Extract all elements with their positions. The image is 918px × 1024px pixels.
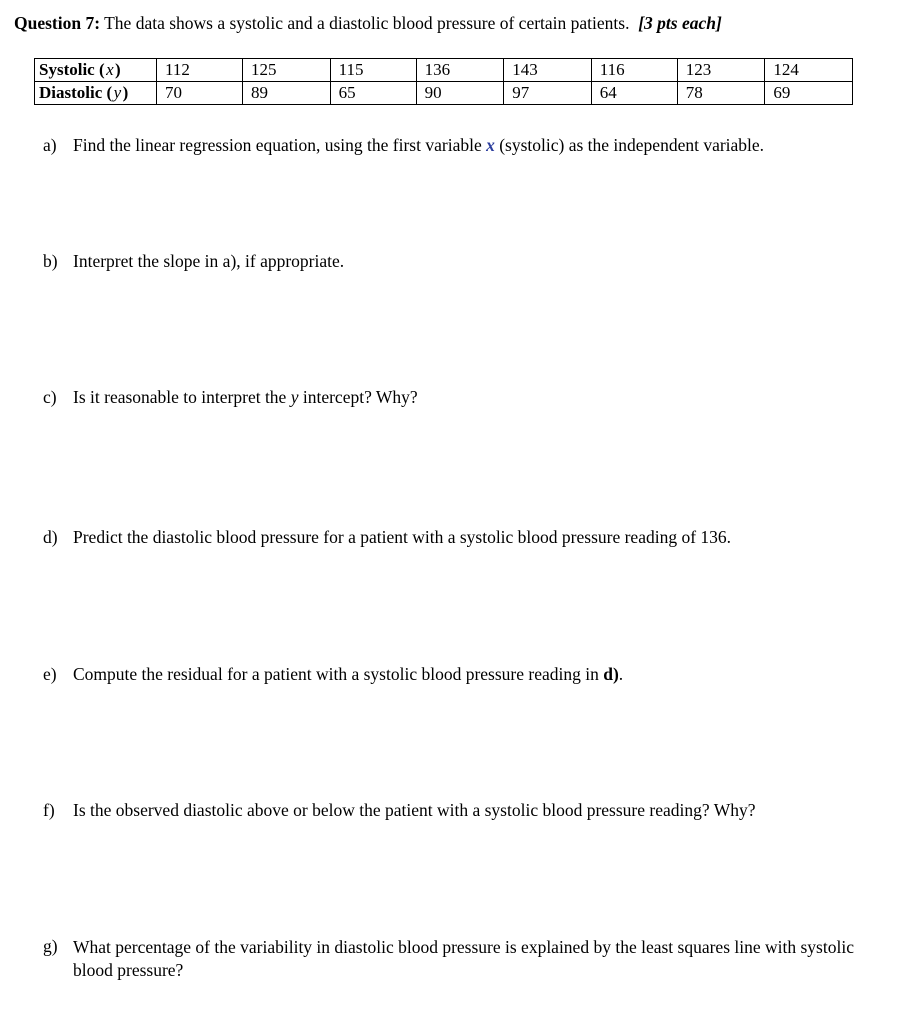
question-label: d) <box>43 527 58 547</box>
table-cell: 64 <box>591 82 677 105</box>
blood-pressure-table <box>34 58 853 105</box>
question-label: f) <box>43 800 55 820</box>
question-text: Compute the residual for a patient with a systolic blood pressure reading in d). <box>73 664 624 684</box>
table-cell: 124 <box>765 59 853 82</box>
table-cell: 90 <box>416 82 504 105</box>
question-c <box>43 387 418 408</box>
table-row-diastolic <box>35 82 853 105</box>
question-f <box>43 800 755 821</box>
question-text: Predict the diastolic blood pressure for a patient with a systolic blood pressure reading of 136. <box>73 527 732 547</box>
table-cell: 123 <box>677 59 765 82</box>
question-header <box>14 13 722 34</box>
question-text: Find the linear regression equation, using the first variable x (systolic) as the independent variable. <box>73 135 765 155</box>
question-text: Is the observed diastolic above or below the patient with a systolic blood pressure reading? Why? <box>73 800 756 820</box>
row-header-systolic: Systolic ( x ) <box>35 59 157 82</box>
table-cell: 143 <box>504 59 592 82</box>
question-d <box>43 527 731 548</box>
question-intro: The data shows a systolic and a diastolic blood pressure of certain patients. <box>100 13 630 33</box>
table-cell: 70 <box>157 82 243 105</box>
table-cell: 136 <box>416 59 504 82</box>
table-cell: 65 <box>330 82 416 105</box>
question-e <box>43 664 623 685</box>
table-cell: 125 <box>243 59 331 82</box>
table-cell: 78 <box>677 82 765 105</box>
table-cell: 89 <box>243 82 331 105</box>
question-b <box>43 251 344 272</box>
table-cell: 69 <box>765 82 853 105</box>
question-text: Is it reasonable to interpret the y intercept? Why? <box>73 387 418 407</box>
points-note: [3 pts each] <box>638 13 722 33</box>
question-g <box>43 936 863 982</box>
question-label: b) <box>43 251 58 271</box>
question-text: Interpret the slope in a), if appropriate. <box>73 251 345 271</box>
question-label: c) <box>43 387 57 407</box>
question-label: g) <box>43 936 58 956</box>
question-label: e) <box>43 664 57 684</box>
question-number: Question 7: <box>14 13 101 33</box>
question-a <box>43 135 764 156</box>
table-cell: 97 <box>504 82 592 105</box>
table-cell: 112 <box>157 59 243 82</box>
table-row-systolic <box>35 59 853 82</box>
question-label: a) <box>43 135 57 155</box>
table-cell: 115 <box>330 59 416 82</box>
row-header-diastolic: Diastolic ( y ) <box>35 82 157 105</box>
table-cell: 116 <box>591 59 677 82</box>
question-text: What percentage of the variability in diastolic blood pressure is explained by the least squares line with systolic blood pressure? <box>73 937 854 980</box>
